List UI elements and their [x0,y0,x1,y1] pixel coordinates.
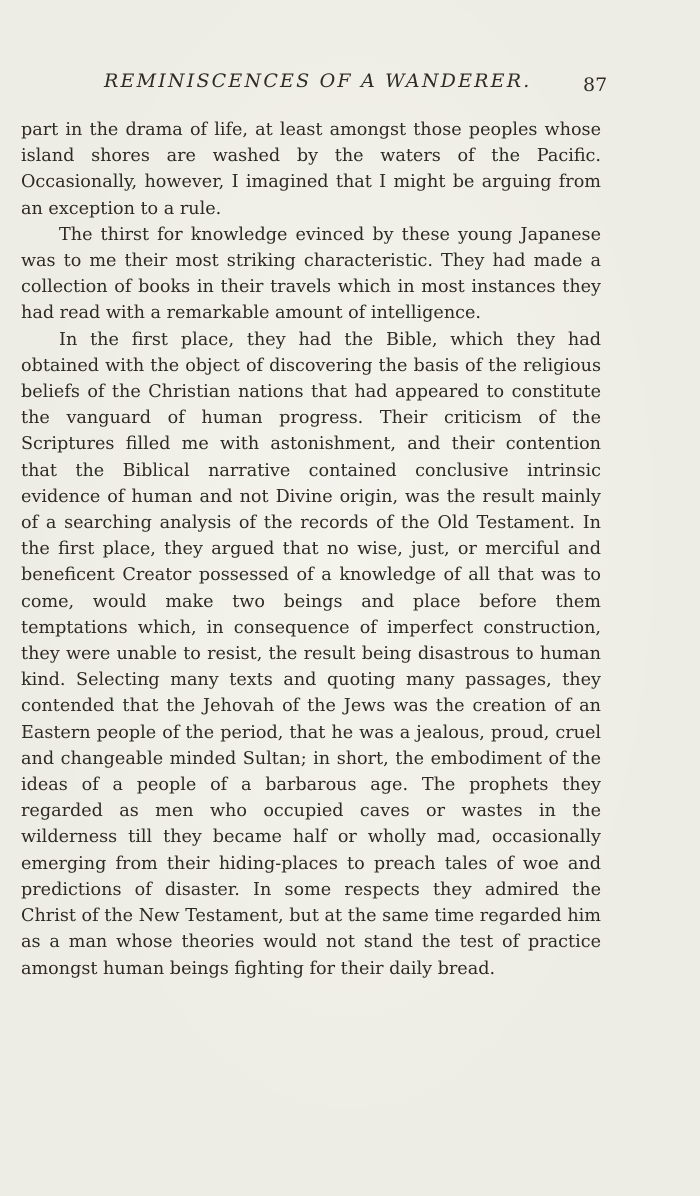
page-number: 87 [583,74,608,96]
running-title: REMINISCENCES OF A WANDERER. [104,70,532,92]
paragraph-continued: part in the drama of life, at least amongst those peoples whose island shores are washed by the waters of the Pacific. Occasionally, however, I imagined that I might be arguing from an exception to a rule. [21,120,601,219]
paragraph-thirst-for-knowledge: The thirst for knowledge evinced by these young Japanese was to me their most striking characteristic. They had made a collection of books in their travels which in most instances they had read with a remarkable amount of intelligence. [21,224,601,324]
paragraph-bible-criticism: In the first place, they had the Bible, which they had obtained with the object of discovering the basis of the religious beliefs of the Christian nations that had appeared to constitute the vanguard of human progress. Their criticism of the Scriptures filled me with astonishment, and their contention that the Biblical narrative contained conclusive intrinsic evidence of human and not Divine origin, was the result mainly of a searching analysis of the records of the Old Testament. In the first place, they argued that no wise, just, or merciful and beneficent Creator possessed of a knowledge of all that was to come, would make two beings and place before them temptations which, in consequence of imperfect construction, they were unable to resist, the result being disastrous to human kind. Selecting many texts and quoting many passages, they contended that the Jehovah of the Jews was the creation of an Eastern people of the period, that he was a jealous, proud, cruel and changeable minded Sultan; in short, the embodiment of the ideas of a people of a barbarous age. The prophets they regarded as men who occupied caves or wastes in the wilderness till they became half or wholly mad, occasionally emerging from their hiding-places to preach tales of woe and predictions of disaster. In some respects they admired the Christ of the New Testament, but at the same time regarded him as a man whose theories would not stand the test of practice amongst human beings fighting for their daily bread. [21,329,601,979]
page-header [0,70,700,100]
body-text [21,117,601,982]
